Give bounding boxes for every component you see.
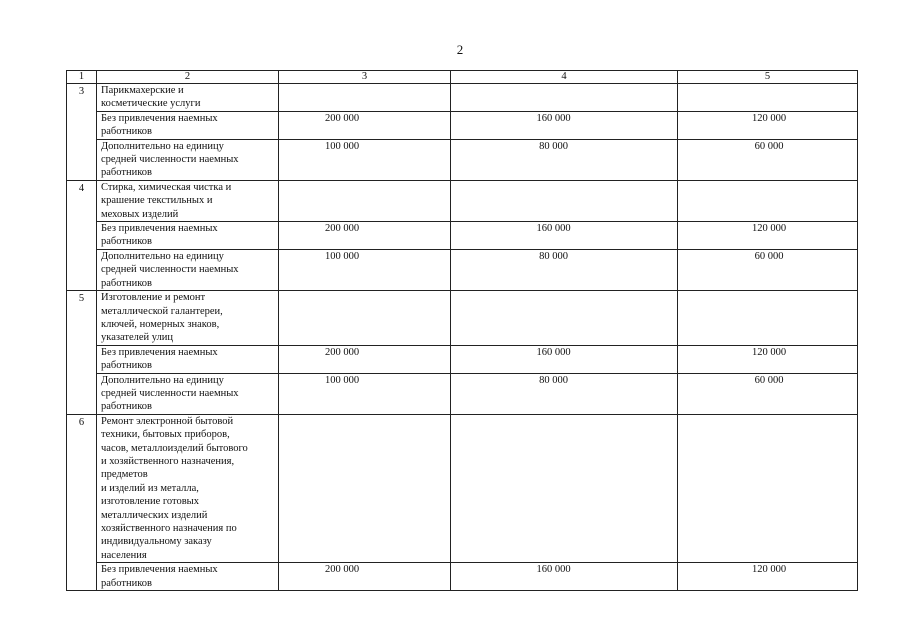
empty-cell [678,84,858,112]
value-col-3: 100 000 [279,249,451,290]
row-label-line: работников [101,167,152,179]
row-label-line: работников [101,360,152,372]
header-cell-3: 3 [279,71,451,84]
group-title-line: указателей улиц [101,332,174,344]
row-label [97,345,279,373]
empty-cell [279,180,451,221]
group-title-line: изготовление готовых [101,496,199,508]
header-cell-2: 2 [97,71,279,84]
group-title-line: индивидуальному заказу [101,536,212,548]
group-title-row [67,180,858,221]
row-label-line: Без привлечения наемных [101,346,218,358]
group-title-row [67,291,858,346]
value-col-5: 120 000 [678,222,858,250]
group-title-row [67,84,858,112]
row-label-line: работников [101,277,152,289]
row-label-line: работников [101,126,152,138]
row-label [97,373,279,414]
empty-cell [279,84,451,112]
group-title [97,84,279,112]
row-label [97,222,279,250]
row-label [97,111,279,139]
value-col-3: 200 000 [279,563,451,591]
row-label-line: Без привлечения наемных [101,112,218,124]
row-label-line: Без привлечения наемных [101,223,218,235]
group-title-line: населения [101,549,147,561]
header-cell-4: 4 [451,71,678,84]
group-title [97,180,279,221]
group-title-line: косметические услуги [101,98,201,110]
value-col-4: 80 000 [451,373,678,414]
row-label [97,139,279,180]
group-title [97,414,279,562]
group-title-line: Изготовление и ремонт [101,292,206,304]
header-row [67,71,858,84]
table-row [67,563,858,591]
value-col-5: 60 000 [678,139,858,180]
page-number: 2 [456,42,464,57]
group-title-line: Парикмахерские и [101,85,184,96]
group-number: 5 [67,291,97,415]
group-title-line: металлической галантереи, [101,305,223,317]
group-title-line: часов, металлоизделий бытового [101,442,248,454]
table-row [67,139,858,180]
value-col-5: 120 000 [678,111,858,139]
empty-cell [279,414,451,562]
empty-cell [279,291,451,346]
table-row [67,249,858,290]
value-col-3: 200 000 [279,111,451,139]
value-col-4: 160 000 [451,222,678,250]
group-number: 3 [67,84,97,181]
row-label-line: работников [101,236,152,248]
group-title [97,291,279,346]
empty-cell [678,414,858,562]
row-label-line: работников [101,577,152,589]
group-title-line: и изделий из металла, [101,482,199,494]
value-col-3: 200 000 [279,345,451,373]
value-col-4: 80 000 [451,139,678,180]
value-col-5: 120 000 [678,563,858,591]
value-col-3: 200 000 [279,222,451,250]
group-title-line: Стирка, химическая чистка и [101,181,232,193]
empty-cell [678,291,858,346]
group-title-line: предметов [101,469,148,481]
row-label-line: Дополнительно на единицу [101,374,224,386]
value-col-5: 60 000 [678,373,858,414]
rates-table [66,70,858,591]
row-label-line: средней численности наемных [101,154,239,166]
table-row [67,222,858,250]
empty-cell [678,180,858,221]
empty-cell [451,84,678,112]
group-title-line: металлических изделий [101,509,208,521]
table-row [67,345,858,373]
value-col-5: 120 000 [678,345,858,373]
group-title-row [67,414,858,562]
row-label-line: средней численности наемных [101,387,239,399]
group-title-line: крашение текстильных и [101,195,213,207]
group-title-line: Ремонт электронной бытовой [101,415,234,427]
value-col-4: 160 000 [451,563,678,591]
row-label-line: средней численности наемных [101,264,239,276]
row-label-line: работников [101,401,152,413]
header-cell-1: 1 [67,71,97,84]
row-label-line: Дополнительно на единицу [101,250,224,262]
value-col-3: 100 000 [279,139,451,180]
value-col-5: 60 000 [678,249,858,290]
empty-cell [451,414,678,562]
group-title-line: меховых изделий [101,208,179,220]
header-cell-5: 5 [678,71,858,84]
group-title-line: техники, бытовых приборов, [101,429,230,441]
row-label-line: Дополнительно на единицу [101,140,224,152]
empty-cell [451,180,678,221]
value-col-4: 160 000 [451,345,678,373]
table-row [67,373,858,414]
row-label [97,563,279,591]
group-number: 6 [67,414,97,590]
value-col-3: 100 000 [279,373,451,414]
group-title-line: ключей, номерных знаков, [101,318,220,330]
empty-cell [451,291,678,346]
group-title-line: хозяйственного назначения по [101,523,237,534]
value-col-4: 160 000 [451,111,678,139]
group-title-line: и хозяйственного назначения, [101,455,235,467]
row-label-line: Без привлечения наемных [101,564,218,576]
table-row [67,111,858,139]
row-label [97,249,279,290]
group-number: 4 [67,180,97,290]
value-col-4: 80 000 [451,249,678,290]
